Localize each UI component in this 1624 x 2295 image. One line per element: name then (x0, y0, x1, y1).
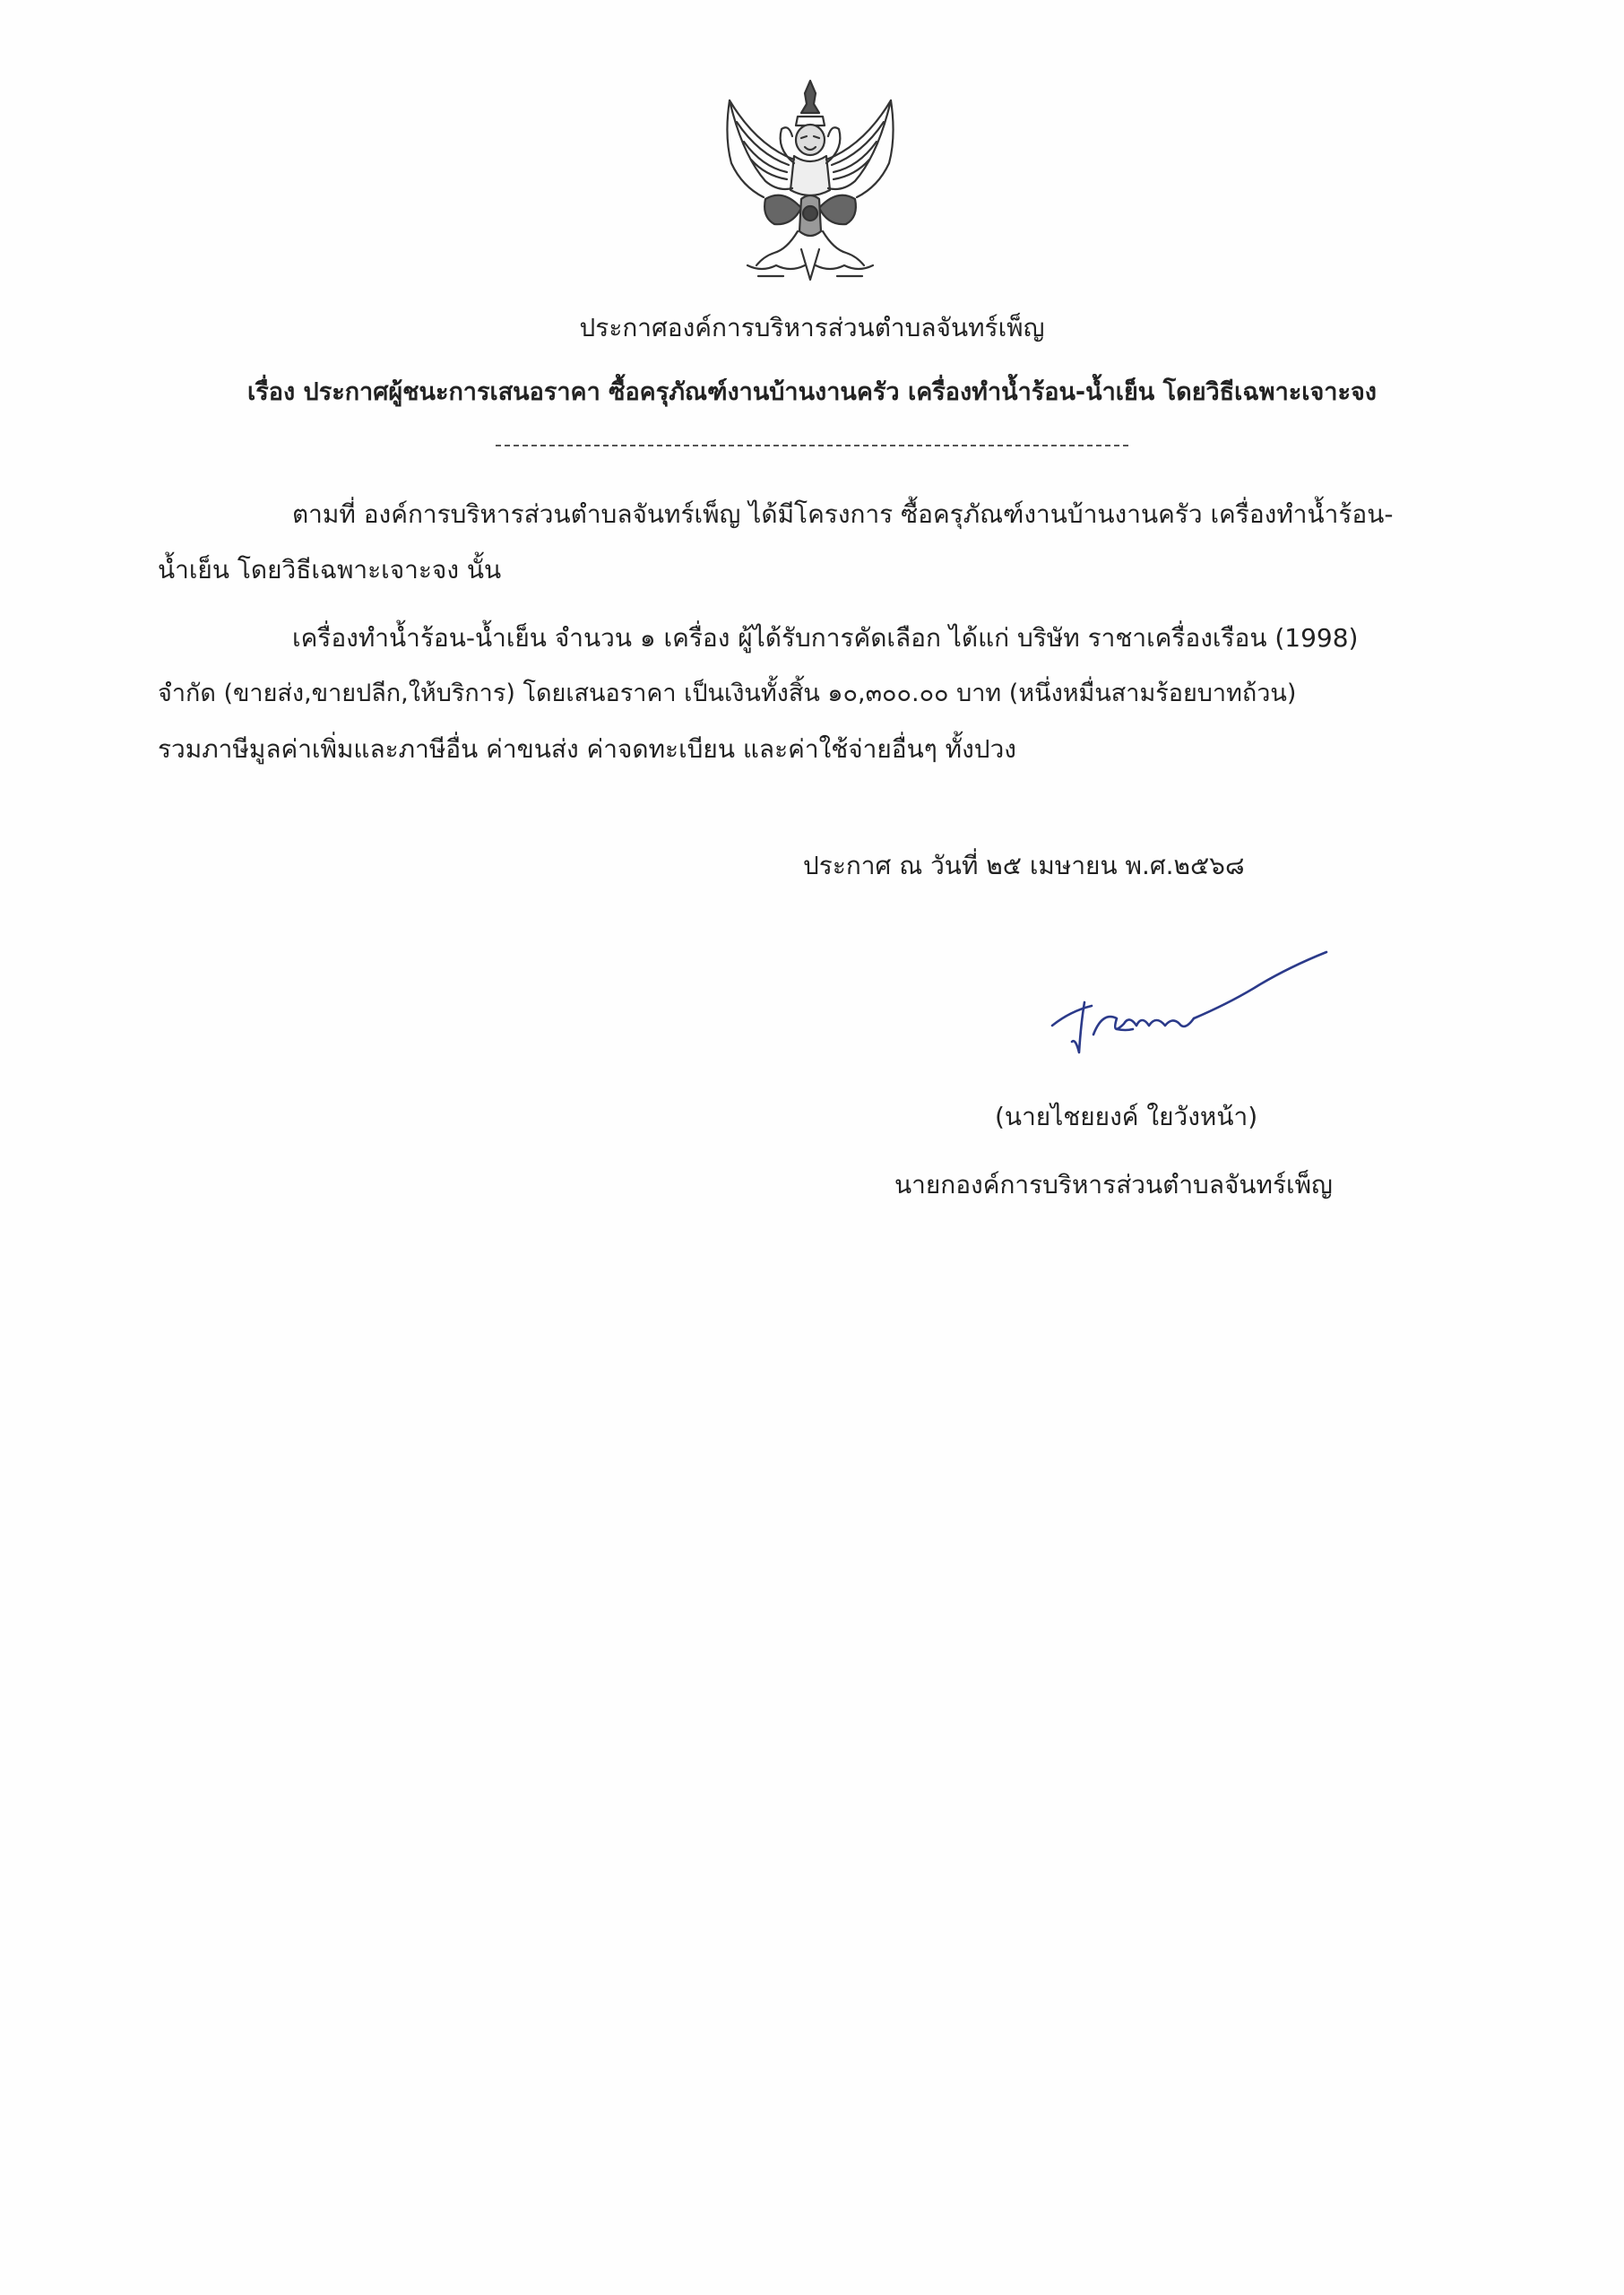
paragraph-2-line-2: จำกัด (ขายส่ง,ขายปลีก,ให้บริการ) โดยเสนอราคา เป็นเงินทั้งสิ้น ๑๐,๓๐๐.๐๐ บาท (หนึ่งหมื่นสามร้อยบาทถ้วน) (158, 680, 1297, 707)
garuda-emblem-icon (712, 74, 909, 289)
signatory-name: (นายไชยยงค์ ใยวังหน้า) (995, 1102, 1258, 1131)
paragraph-2-line-1: เครื่องทำน้ำร้อน-น้ำเย็น จำนวน ๑ เครื่อง ผู้ได้รับการคัดเลือก ได้แก่ บริษัท ราชาเครื่องเรือน (1998) (292, 623, 1359, 653)
announcement-title: ประกาศองค์การบริหารส่วนตำบลจันทร์เพ็ญ (579, 313, 1045, 342)
signatory-position: นายกองค์การบริหารส่วนตำบลจันทร์เพ็ญ (894, 1170, 1333, 1199)
paragraph-1-line-1: ตามที่ องค์การบริหารส่วนตำบลจันทร์เพ็ญ ได้มีโครงการ ซื้อครุภัณฑ์งานบ้านงานครัว เครื่องทำน้ำร้อน- (292, 499, 1394, 529)
announcement-subject: เรื่อง ประกาศผู้ชนะการเสนอราคา ซื้อครุภัณฑ์งานบ้านงานครัว เครื่องทำน้ำร้อน-น้ำเย็น โดยวิธีเฉพาะเจาะจง (247, 378, 1377, 406)
announcement-date: ประกาศ ณ วันที่ ๒๕ เมษายน พ.ศ.๒๕๖๘ (803, 851, 1245, 880)
paragraph-1-line-2: น้ำเย็น โดยวิธีเฉพาะเจาะจง นั้น (158, 555, 502, 585)
handwritten-signature-icon (1040, 948, 1335, 1065)
divider-line (496, 445, 1128, 446)
paragraph-2-line-3: รวมภาษีมูลค่าเพิ่มและภาษีอื่น ค่าขนส่ง ค่าจดทะเบียน และค่าใช้จ่ายอื่นๆ ทั้งปวง (158, 734, 1016, 764)
